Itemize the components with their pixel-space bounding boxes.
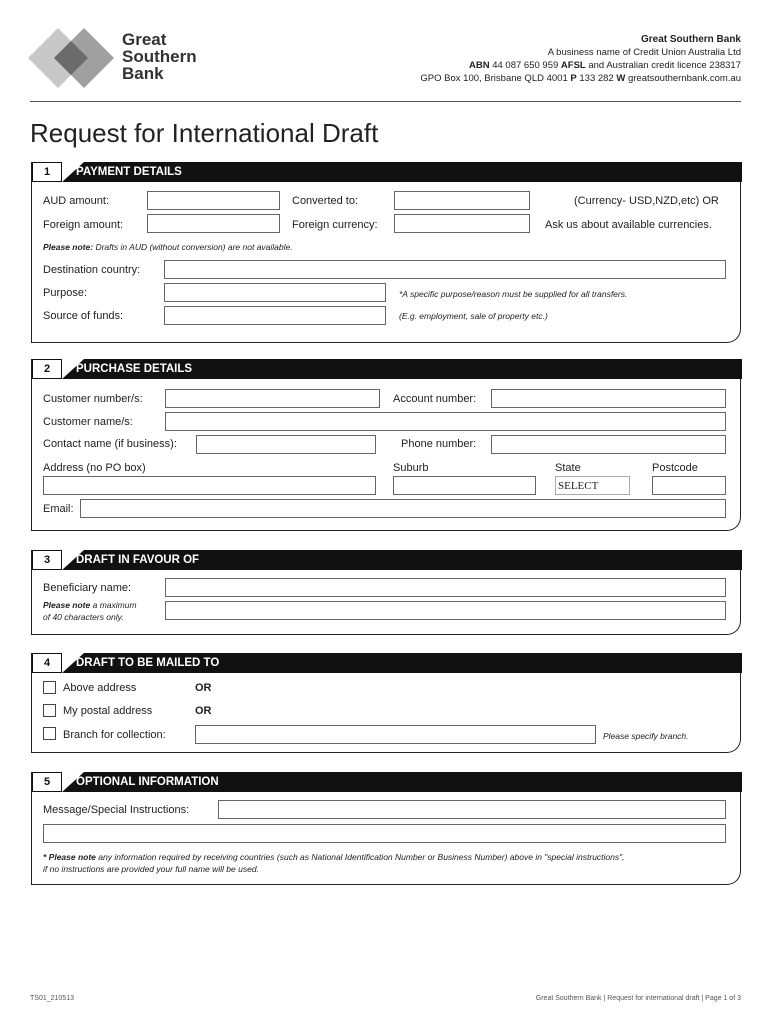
beneficiary-name-input-1[interactable]	[166, 581, 725, 598]
section-number: 1	[32, 162, 62, 182]
optional-info-note	[43, 851, 625, 875]
email-label: Email:	[43, 503, 74, 515]
aud-amount-field[interactable]	[147, 191, 280, 210]
source-of-funds-label: Source of funds:	[43, 310, 124, 322]
aud-amount-label: AUD amount:	[43, 195, 110, 207]
postcode-label: Postcode	[652, 462, 698, 474]
account-number-field[interactable]	[491, 389, 726, 408]
message-field-2[interactable]	[43, 824, 726, 843]
web-label: W	[616, 73, 626, 84]
optional-note-text-2: if no instructions are provided your full name will be used.	[43, 864, 259, 874]
page-title: Request for International Draft	[30, 118, 379, 148]
suburb-label: Suburb	[393, 462, 429, 474]
contact-name-label: Contact name (if business):	[43, 438, 177, 450]
contact-line	[420, 72, 741, 85]
or-label-1: OR	[195, 682, 212, 694]
beneficiary-note-text-2: of 40 characters only.	[43, 612, 124, 622]
header-divider	[30, 101, 741, 102]
optional-note-label: * Please note	[43, 852, 96, 862]
branch-note: Please specify branch.	[603, 731, 689, 741]
currency-note: (Currency- USD,NZD,etc) OR	[574, 195, 719, 207]
foreign-currency-input[interactable]	[395, 217, 529, 234]
optional-note-text: any information required by receiving countries (such as National Identification Number or Business Number) above in "special instructions",	[98, 852, 625, 862]
contact-name-field[interactable]	[196, 435, 376, 454]
foreign-amount-input[interactable]	[148, 217, 279, 234]
customer-number-label: Customer number/s:	[43, 393, 143, 405]
branch-field[interactable]	[195, 725, 596, 744]
purpose-label: Purpose:	[43, 287, 88, 299]
phone-number-field[interactable]	[491, 435, 726, 454]
above-address-label: Above address	[63, 682, 137, 694]
address-input[interactable]	[44, 479, 375, 496]
suburb-field[interactable]	[393, 476, 536, 495]
phone-number-label: Phone number:	[401, 438, 477, 450]
bank-name: Great Southern Bank	[640, 34, 741, 45]
or-label-2: OR	[195, 705, 212, 717]
aud-note	[43, 242, 293, 252]
ask-currencies-note: Ask us about available currencies.	[545, 219, 712, 231]
postcode-field[interactable]	[652, 476, 726, 495]
message-input-1[interactable]	[219, 803, 725, 820]
beneficiary-note-text-1: a maximum	[92, 600, 137, 610]
customer-number-input[interactable]	[166, 392, 379, 409]
account-number-label: Account number:	[393, 393, 477, 405]
afsl-label: AFSL	[560, 60, 586, 71]
section-title: DRAFT IN FAVOUR OF	[76, 554, 200, 566]
purpose-input[interactable]	[165, 286, 385, 303]
above-address-checkbox[interactable]	[43, 681, 56, 694]
afsl-value: and Australian credit licence 238317	[588, 60, 741, 71]
branch-collection-label: Branch for collection:	[63, 729, 166, 741]
please-note-label: Please note:	[43, 242, 94, 252]
aud-amount-input[interactable]	[148, 194, 279, 211]
postal-address-checkbox[interactable]	[43, 704, 56, 717]
address-field[interactable]	[43, 476, 376, 495]
section-payment-details	[31, 162, 741, 343]
converted-to-label: Converted to:	[292, 195, 359, 207]
logo-line-1: Great	[122, 30, 167, 49]
state-label: State	[555, 462, 581, 474]
customer-name-label: Customer name/s:	[43, 416, 133, 428]
form-code: TS01_210513	[30, 995, 74, 1002]
logo-diamond-icon	[28, 28, 118, 88]
branch-collection-checkbox[interactable]	[43, 727, 56, 740]
section-number: 3	[32, 550, 62, 570]
beneficiary-name-input-2[interactable]	[166, 604, 725, 621]
postcode-input[interactable]	[653, 479, 725, 496]
destination-country-input[interactable]	[165, 263, 725, 280]
state-select[interactable]	[555, 476, 630, 495]
state-select-value: SELECT	[558, 480, 599, 492]
section-title: PURCHASE DETAILS	[76, 363, 193, 375]
section-title: PAYMENT DETAILS	[76, 166, 182, 178]
message-input-2[interactable]	[44, 827, 725, 844]
please-note-text: Drafts in AUD (without conversion) are not available.	[95, 242, 293, 252]
branch-input[interactable]	[196, 728, 595, 745]
customer-name-field[interactable]	[165, 412, 726, 431]
converted-to-field[interactable]	[394, 191, 530, 210]
section-number: 2	[32, 359, 62, 379]
email-input[interactable]	[81, 502, 725, 519]
converted-to-input[interactable]	[395, 194, 529, 211]
postal-address-label: My postal address	[63, 705, 153, 717]
beneficiary-name-label: Beneficiary name:	[43, 582, 132, 594]
web-value: greatsouthernbank.com.au	[627, 73, 741, 84]
bank-details	[420, 33, 741, 85]
logo-line-3: Bank	[122, 64, 164, 83]
address-text: GPO Box 100, Brisbane QLD 4001	[420, 73, 568, 84]
section-title: OPTIONAL INFORMATION	[76, 776, 219, 788]
business-name-line: A business name of Credit Union Australia Ltd	[547, 47, 741, 58]
email-field[interactable]	[80, 499, 726, 518]
logo-text	[122, 31, 197, 82]
account-number-input[interactable]	[492, 392, 725, 409]
source-of-funds-input[interactable]	[165, 309, 385, 326]
phone-value: 133 282	[579, 73, 614, 84]
phone-label: P	[570, 73, 577, 84]
source-note: (E.g. employment, sale of property etc.)	[399, 311, 548, 321]
bank-logo	[28, 28, 118, 88]
section-title: DRAFT TO BE MAILED TO	[76, 657, 220, 669]
abn-value: 44 087 650 959	[492, 60, 559, 71]
beneficiary-name-field-1[interactable]	[165, 578, 726, 597]
contact-name-input[interactable]	[197, 438, 375, 455]
foreign-amount-field[interactable]	[147, 214, 280, 233]
foreign-currency-label: Foreign currency:	[292, 219, 378, 231]
purpose-field[interactable]	[164, 283, 386, 302]
suburb-input[interactable]	[394, 479, 535, 496]
message-label: Message/Special Instructions:	[43, 804, 190, 816]
message-field-1[interactable]	[218, 800, 726, 819]
beneficiary-note	[43, 599, 158, 623]
logo-line-2: Southern	[122, 47, 197, 66]
footer-page-info: Great Southern Bank | Request for international draft | Page 1 of 3	[535, 995, 741, 1002]
beneficiary-name-field-2[interactable]	[165, 601, 726, 620]
foreign-amount-label: Foreign amount:	[43, 219, 124, 231]
beneficiary-note-label: Please note	[43, 600, 91, 610]
destination-country-field[interactable]	[164, 260, 726, 279]
purpose-note: *A specific purpose/reason must be supplied for all transfers.	[399, 289, 628, 299]
customer-name-input[interactable]	[166, 415, 725, 432]
abn-line	[420, 59, 741, 72]
section-number: 4	[32, 653, 62, 673]
destination-country-label: Destination country:	[43, 264, 141, 276]
address-label: Address (no PO box)	[43, 462, 146, 474]
source-of-funds-field[interactable]	[164, 306, 386, 325]
phone-number-input[interactable]	[492, 438, 725, 455]
customer-number-field[interactable]	[165, 389, 380, 408]
foreign-currency-field[interactable]	[394, 214, 530, 233]
section-number: 5	[32, 772, 62, 792]
abn-label: ABN	[468, 60, 490, 71]
